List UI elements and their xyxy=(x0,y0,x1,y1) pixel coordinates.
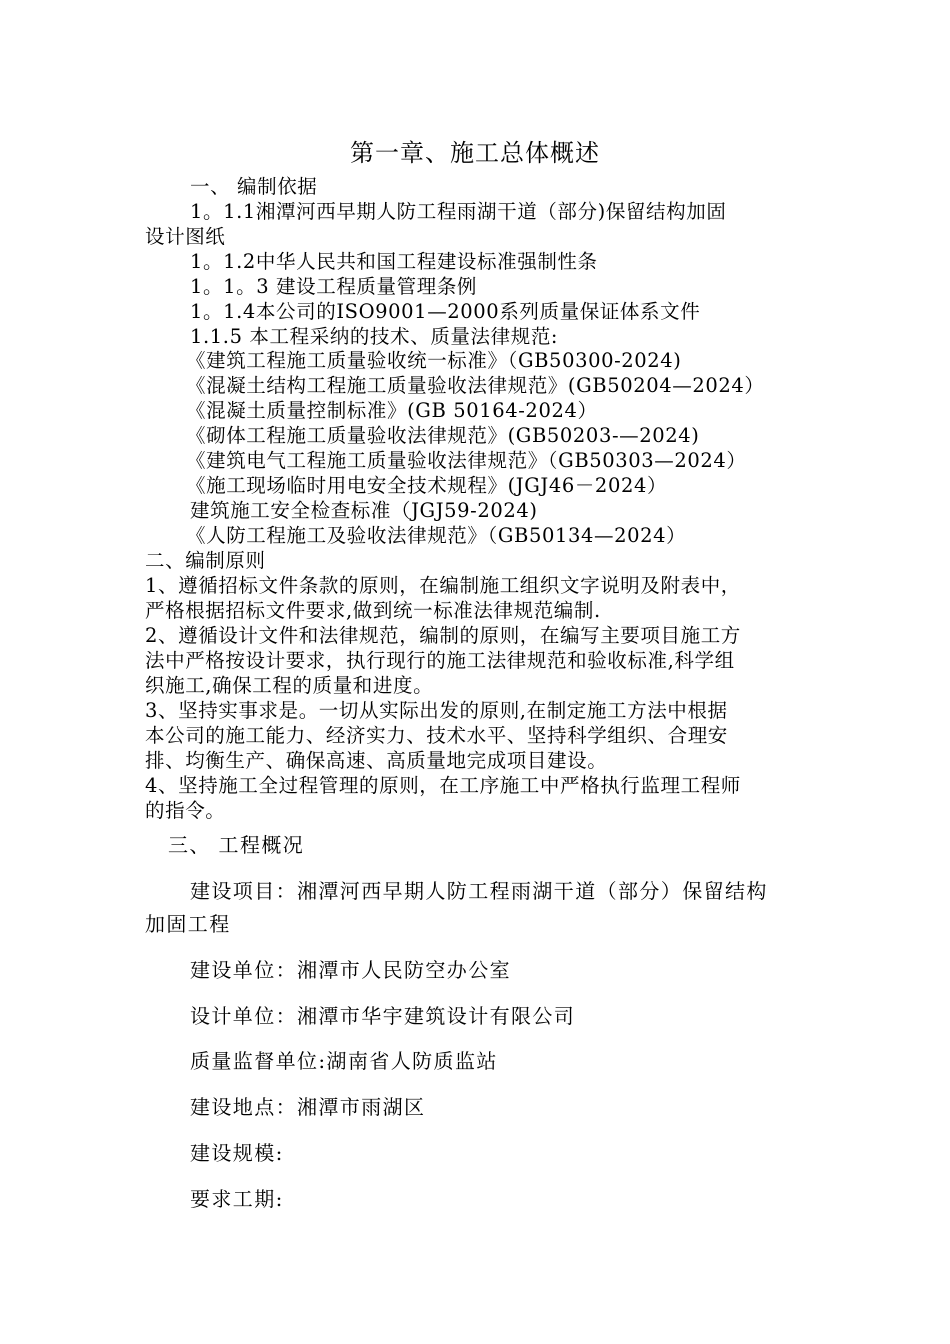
basis-item: 1。1.2中华人民共和国工程建设标准强制性条 xyxy=(190,250,598,273)
principle-line: 2、遵循设计文件和法律规范，编制的原则，在编写主要项目施工方 xyxy=(145,624,741,647)
section-heading: 三、 工程概况 xyxy=(168,833,305,857)
standard-item: 《建筑电气工程施工质量验收法律规范》（GB50303—2024） xyxy=(186,449,747,472)
principle-line: 严格根据招标文件要求,做到统一标准法律规范编制. xyxy=(145,599,601,622)
principle-line: 的指令。 xyxy=(145,799,226,822)
location-line: 建设地点：湘潭市雨湖区 xyxy=(190,1095,426,1119)
chapter-title: 第一章、施工总体概述 xyxy=(350,139,600,167)
principle-line: 3、坚持实事求是。一切从实际出发的原则,在制定施工方法中根据 xyxy=(145,699,728,722)
principle-line: 法中严格按设计要求，执行现行的施工法律规范和验收标准,科学组 xyxy=(145,649,735,672)
standard-item: 《施工现场临时用电安全技术规程》(JGJ46－2024） xyxy=(186,474,668,497)
standard-item: 《混凝土质量控制标准》(GB 50164-2024） xyxy=(186,399,598,422)
supervisor-line: 质量监督单位:湖南省人防质监站 xyxy=(190,1049,498,1073)
owner-line: 建设单位：湘潭市人民防空办公室 xyxy=(190,958,511,982)
principle-line: 本公司的施工能力、经济实力、技术水平、坚持科学组织、合理安 xyxy=(145,724,728,747)
standard-item: 《人防工程施工及验收法律规范》（GB50134—2024） xyxy=(186,524,687,547)
principle-line: 4、坚持施工全过程管理的原则，在工序施工中严格执行监理工程师 xyxy=(145,774,741,797)
basis-item: 1。1。3 建设工程质量管理条例 xyxy=(190,275,478,298)
section-heading: 二、编制原则 xyxy=(145,549,266,572)
basis-item: 1。1.1湘潭河西早期人防工程雨湖干道（部分)保留结构加固 xyxy=(190,200,727,223)
principle-line: 排、均衡生产、确保高速、高质量地完成项目建设。 xyxy=(145,749,608,772)
principle-line: 1、遵循招标文件条款的原则，在编制施工组织文字说明及附表中， xyxy=(145,574,741,597)
project-name-line: 加固工程 xyxy=(145,912,231,936)
designer-line: 设计单位：湘潭市华宇建筑设计有限公司 xyxy=(190,1004,576,1028)
standard-item: 《建筑工程施工质量验收统一标准》（GB50300-2024) xyxy=(186,349,682,372)
standard-item: 《混凝土结构工程施工质量验收法律规范》(GB50204—2024） xyxy=(186,374,765,397)
principle-line: 织施工,确保工程的质量和进度。 xyxy=(145,674,434,697)
basis-item: 1.1.5 本工程采纳的技术、质量法律规范: xyxy=(190,325,559,348)
duration-line: 要求工期: xyxy=(190,1187,284,1211)
scale-line: 建设规模: xyxy=(190,1141,284,1165)
standard-item: 《砌体工程施工质量验收法律规范》(GB50203-—2024) xyxy=(186,424,700,447)
standard-item: 建筑施工安全检查标准（JGJ59-2024) xyxy=(190,499,538,522)
section-heading: 一、 编制依据 xyxy=(190,175,318,198)
project-name-line: 建设项目：湘潭河西早期人防工程雨湖干道（部分）保留结构 xyxy=(190,879,768,903)
basis-item: 设计图纸 xyxy=(145,225,226,248)
basis-item: 1。1.4本公司的ISO9001—2000系列质量保证体系文件 xyxy=(190,300,701,323)
